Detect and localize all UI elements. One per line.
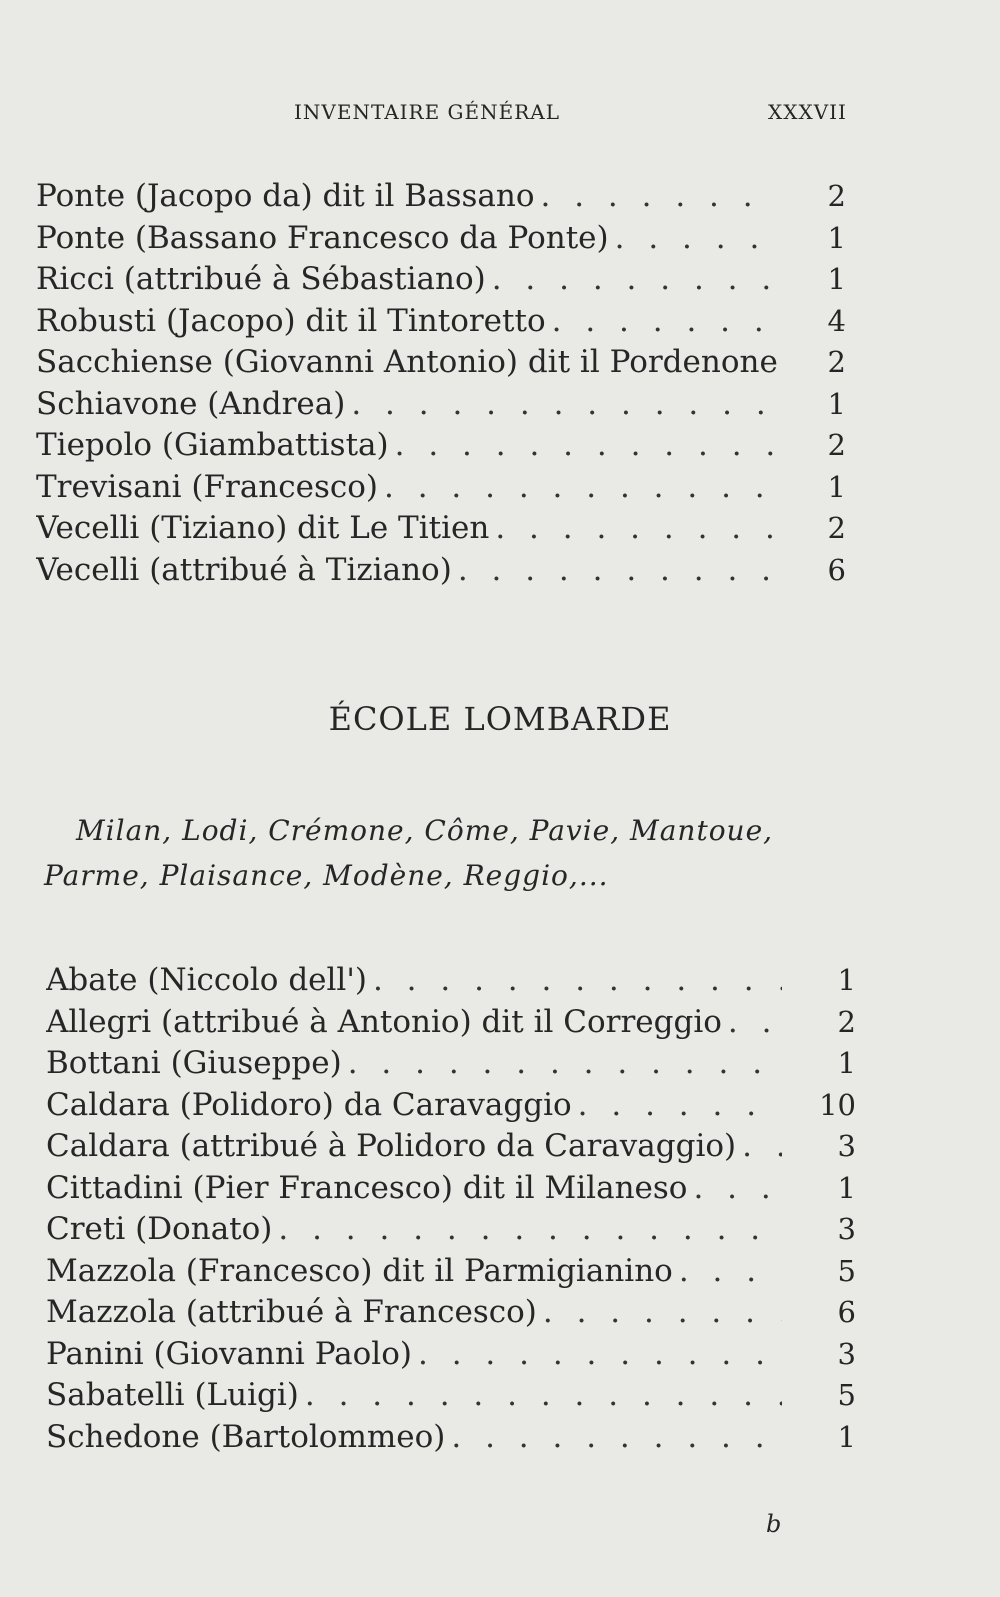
work-count: 5 [837, 1253, 856, 1288]
venetian-school-list [0, 176, 1000, 591]
work-count: 1 [837, 1046, 856, 1080]
dot-leaders [351, 384, 778, 424]
artist-name: Ponte (Jacopo da) dit il Bassano [36, 176, 541, 216]
list-item [46, 1209, 856, 1251]
artist-name: Trevisani (Francesco) [36, 467, 384, 507]
artist-name: Ponte (Bassano Francesco da Ponte) [36, 218, 615, 258]
dot-leaders [742, 1126, 782, 1166]
subtitle-line: Parme, Plaisance, Modène, Reggio,... [44, 859, 609, 892]
list-item [46, 1168, 856, 1210]
artist-name: Schedone (Bartolommeo) [46, 1417, 451, 1457]
work-count: 1 [837, 1419, 856, 1454]
artist-name: Allegri (attribué à Antonio) dit il Correggio [46, 1002, 728, 1042]
dot-leaders [495, 508, 778, 548]
work-count: 1 [837, 1170, 856, 1205]
section-title: ÉCOLE LOMBARDE [328, 700, 672, 738]
list-item [46, 1126, 856, 1168]
work-count: 2 [837, 1004, 856, 1039]
artist-name: Creti (Donato) [46, 1209, 278, 1249]
artist-name: Caldara (attribué à Polidoro da Caravaggio) [46, 1126, 742, 1166]
dot-leaders [451, 1417, 782, 1457]
work-count: 1 [827, 220, 846, 255]
running-head-title: INVENTAIRE GÉNÉRAL [294, 100, 561, 124]
dot-leaders [395, 425, 778, 465]
work-count: 2 [827, 511, 846, 545]
dot-leaders [552, 301, 778, 341]
running-head [0, 100, 1000, 130]
dot-leaders [543, 1292, 782, 1332]
artist-name: Vecelli (Tiziano) dit Le Titien [36, 508, 495, 548]
dot-leaders [615, 218, 778, 258]
work-count: 1 [827, 386, 846, 421]
list-item [36, 301, 846, 343]
dot-leaders [373, 960, 782, 1000]
artist-name: Cittadini (Pier Francesco) dit il Milaneso [46, 1168, 693, 1208]
work-count: 3 [837, 1129, 856, 1163]
artist-name: Mazzola (Francesco) dit il Parmigianino [46, 1251, 679, 1291]
dot-leaders [693, 1168, 782, 1208]
section-subtitle [44, 808, 874, 898]
work-count: 4 [827, 303, 846, 338]
work-count: 10 [819, 1087, 856, 1122]
folio-signature: b [766, 1510, 782, 1538]
work-count: 3 [837, 1212, 856, 1246]
list-item [46, 1417, 856, 1459]
list-item [36, 384, 846, 426]
list-item [36, 550, 846, 592]
list-item [46, 1375, 856, 1417]
work-count: 5 [837, 1378, 856, 1412]
dot-leaders [728, 1002, 782, 1042]
artist-name: Sabatelli (Luigi) [46, 1375, 305, 1415]
artist-name: Ricci (attribué à Sébastiano) [36, 259, 492, 299]
dot-leaders [278, 1209, 782, 1249]
artist-name: Tiepolo (Giambattista) [36, 425, 395, 465]
artist-name: Bottani (Giuseppe) [46, 1043, 348, 1083]
list-item [46, 1043, 856, 1085]
artist-name: Caldara (Polidoro) da Caravaggio [46, 1085, 578, 1125]
dot-leaders [492, 259, 778, 299]
list-item [36, 218, 846, 260]
list-item [46, 1085, 856, 1127]
list-item [36, 425, 846, 467]
dot-leaders [541, 176, 779, 216]
work-count: 1 [827, 469, 846, 504]
artist-name: Sacchiense (Giovanni Antonio) dit il Pordenone [36, 342, 778, 382]
list-item [46, 1251, 856, 1293]
list-item [36, 259, 846, 301]
work-count: 6 [827, 552, 846, 587]
list-item [36, 467, 846, 509]
dot-leaders [679, 1251, 782, 1291]
artist-name: Robusti (Jacopo) dit il Tintoretto [36, 301, 552, 341]
work-count: 3 [837, 1336, 856, 1371]
list-item [46, 1334, 856, 1376]
list-item [46, 960, 856, 1002]
dot-leaders [384, 467, 778, 507]
list-item [36, 508, 846, 550]
artist-name: Mazzola (attribué à Francesco) [46, 1292, 543, 1332]
work-count: 2 [827, 179, 846, 213]
artist-name: Schiavone (Andrea) [36, 384, 351, 424]
work-count: 1 [837, 963, 856, 997]
work-count: 6 [837, 1295, 856, 1329]
dot-leaders [348, 1043, 782, 1083]
dot-leaders [418, 1334, 782, 1374]
list-item [46, 1002, 856, 1044]
dot-leaders [578, 1085, 782, 1125]
dot-leaders [458, 550, 778, 590]
work-count: 2 [827, 428, 846, 462]
subtitle-line: Milan, Lodi, Crémone, Côme, Pavie, Mantoue, [76, 814, 774, 847]
dot-leaders [305, 1375, 782, 1415]
artist-name: Panini (Giovanni Paolo) [46, 1334, 418, 1374]
work-count: 2 [827, 345, 846, 379]
list-item [36, 176, 846, 218]
artist-name: Vecelli (attribué à Tiziano) [36, 550, 458, 590]
lombard-school-list [0, 960, 1000, 1458]
work-count: 1 [827, 262, 846, 296]
artist-name: Abate (Niccolo dell') [46, 960, 373, 1000]
list-item [36, 342, 846, 384]
list-item [46, 1292, 856, 1334]
page-number: XXXVII [768, 100, 847, 124]
